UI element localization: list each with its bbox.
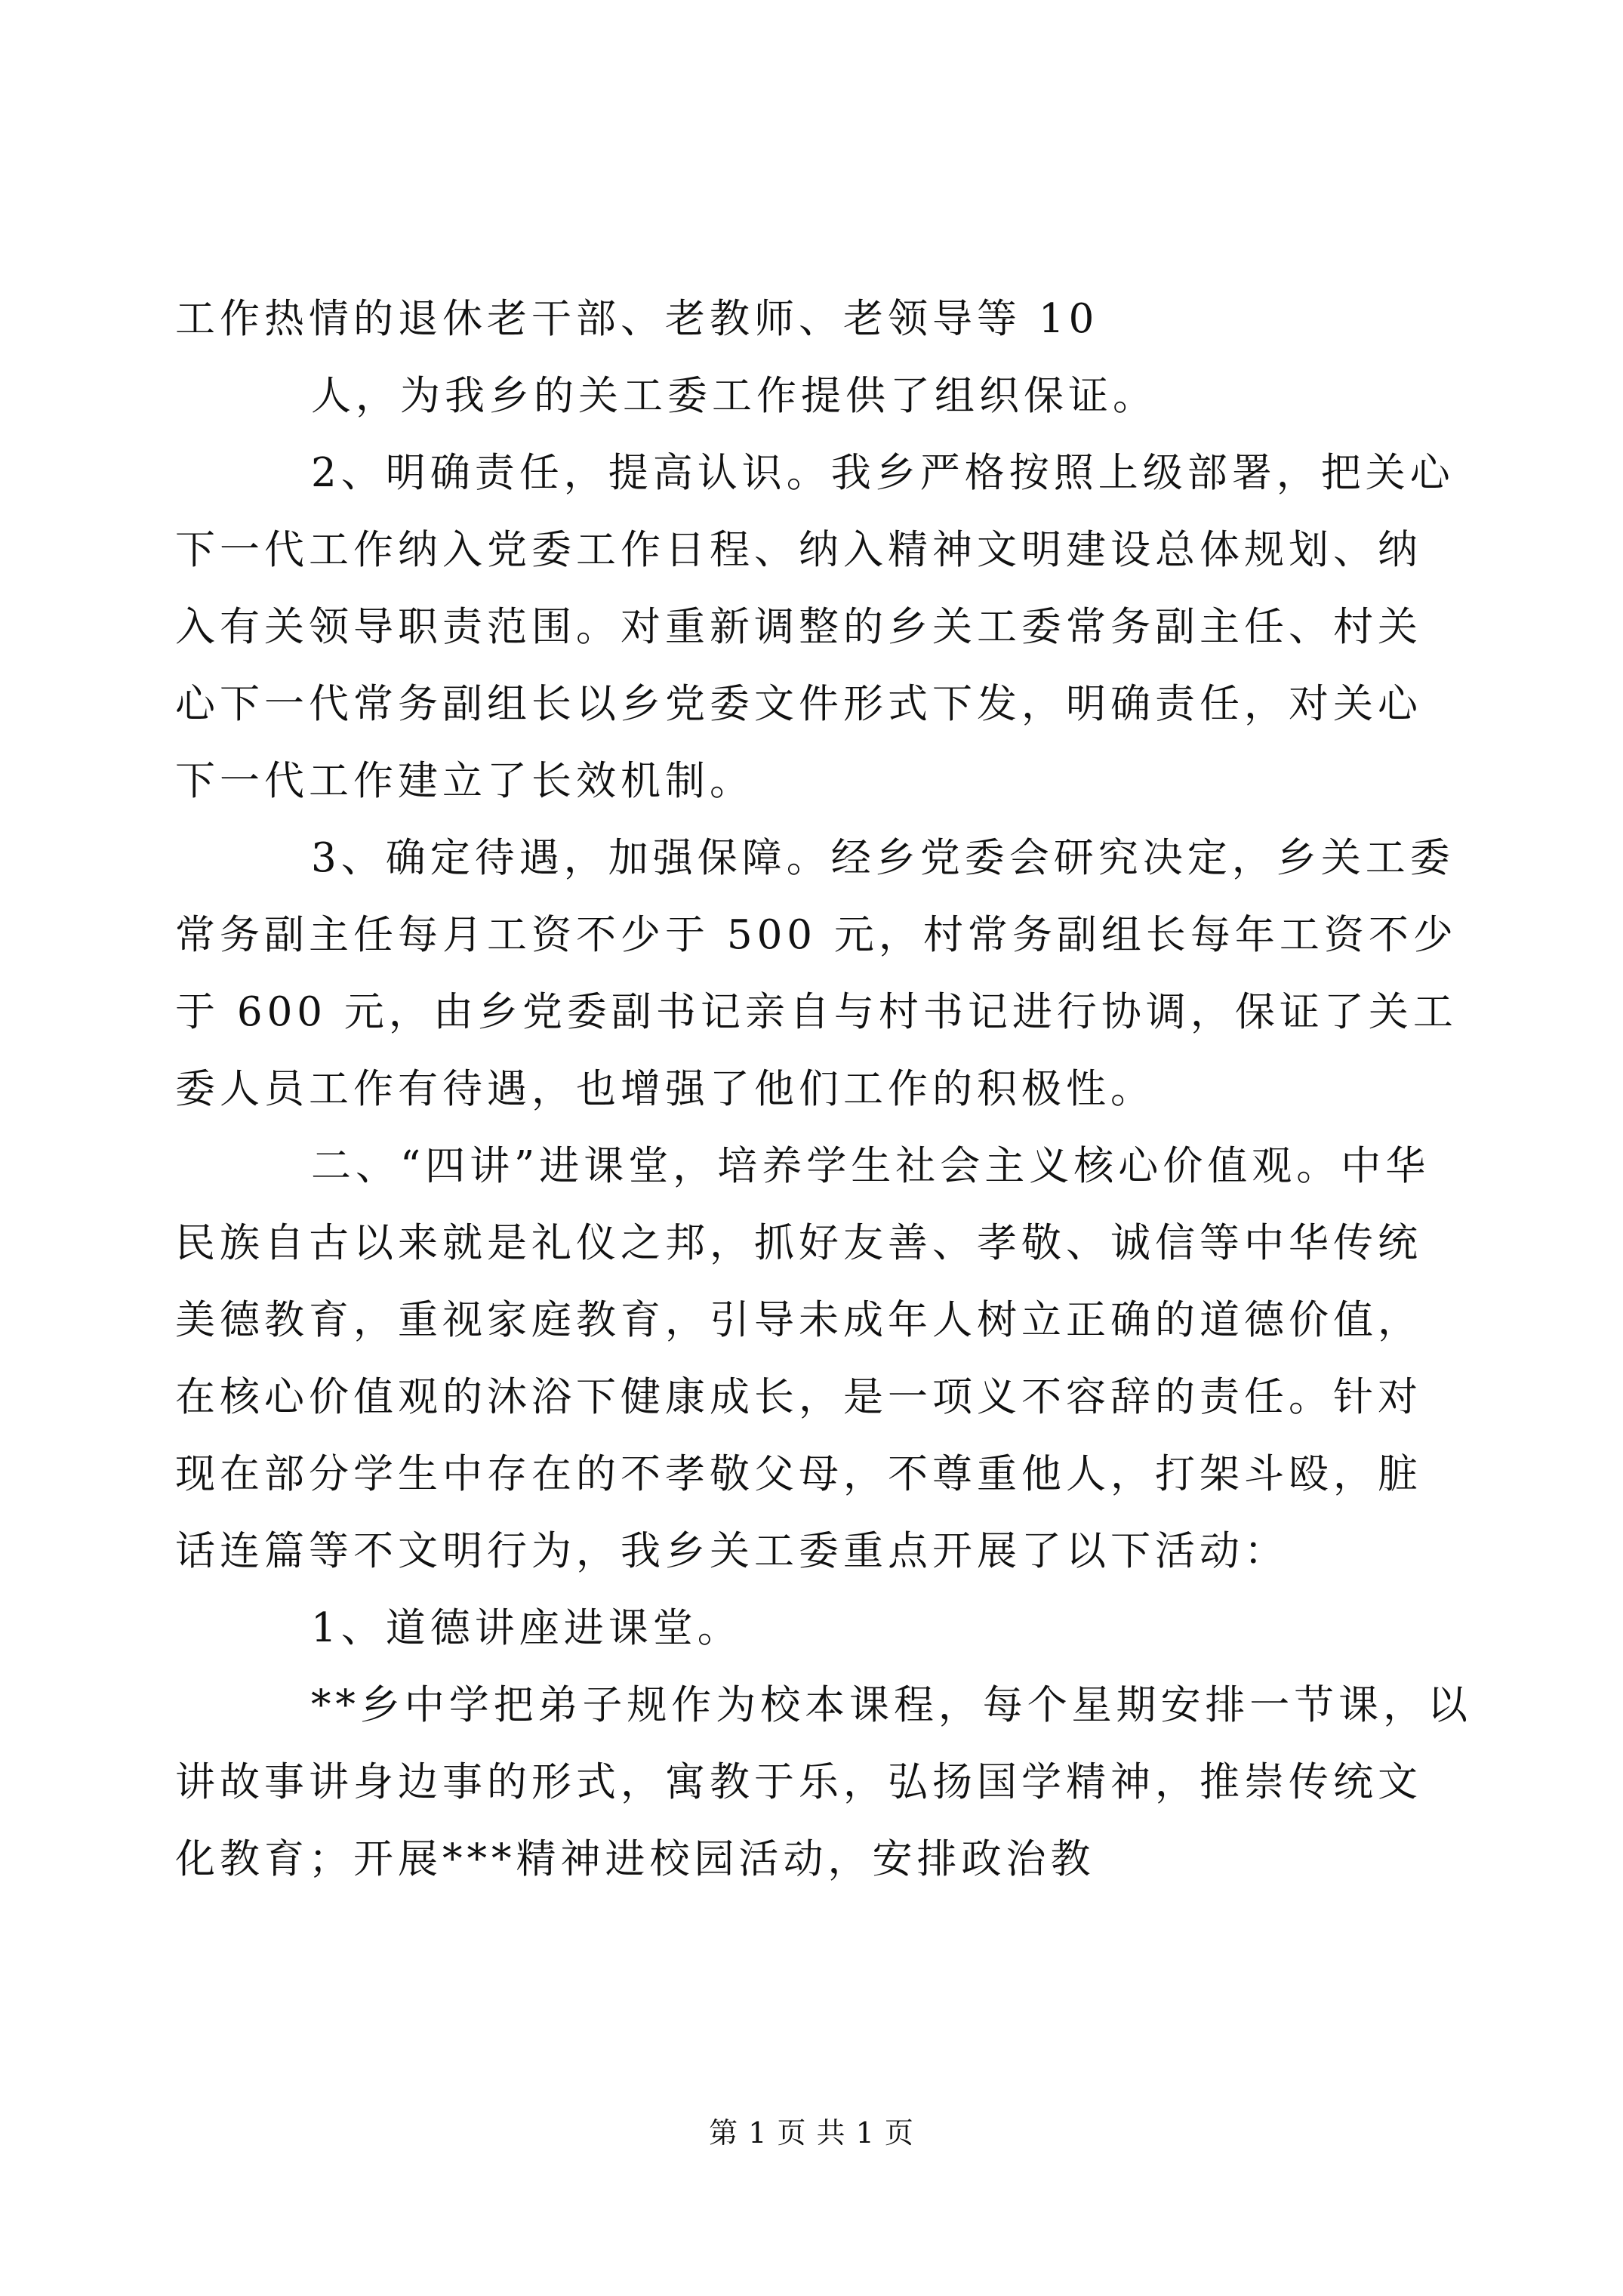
text-line: 人，为我乡的关工委工作提供了组织保证。	[311, 373, 1157, 419]
text-line: 3、确定待遇，加强保障。经乡党委会研究决定，乡关工委	[311, 835, 1455, 881]
text-line: 于 600 元，由乡党委副书记亲自与村书记进行协调，保证了关工	[175, 989, 1458, 1035]
text-line: 委人员工作有待遇，也增强了他们工作的积极性。	[175, 1066, 1155, 1112]
page-footer: 第 1 页 共 1 页	[709, 2116, 914, 2150]
text-line: 美德教育，重视家庭教育，引导未成年人树立正确的道德价值，	[175, 1297, 1422, 1343]
text-line: 民族自古以来就是礼仪之邦，抓好友善、孝敬、诚信等中华传统	[175, 1220, 1422, 1266]
text-line: 2、明确责任，提高认识。我乡严格按照上级部署，把关心	[311, 450, 1455, 496]
text-line: 工作热情的退休老干部、老教师、老领导等 10	[175, 296, 1099, 342]
text-line: 话连篇等不文明行为，我乡关工委重点开展了以下活动：	[175, 1528, 1289, 1574]
text-line: 下一代工作纳入党委工作日程、纳入精神文明建设总体规划、纳	[175, 527, 1422, 573]
text-line: **乡中学把弟子规作为校本课程，每个星期安排一节课，以	[311, 1682, 1472, 1728]
text-line: 心下一代常务副组长以乡党委文件形式下发，明确责任，对关心	[175, 681, 1422, 727]
text-line: 1、道德讲座进课堂。	[311, 1605, 742, 1651]
text-line: 入有关领导职责范围。对重新调整的乡关工委常务副主任、村关	[175, 604, 1422, 650]
text-line: 下一代工作建立了长效机制。	[175, 758, 754, 804]
text-line: 化教育；开展***精神进校园活动，安排政治教	[175, 1836, 1095, 1882]
text-line: 常务副主任每月工资不少于 500 元，村常务副组长每年工资不少	[175, 912, 1458, 958]
text-line: 现在部分学生中存在的不孝敬父母，不尊重他人，打架斗殴，脏	[175, 1451, 1422, 1497]
text-line: 在核心价值观的沐浴下健康成长，是一项义不容辞的责任。针对	[175, 1374, 1422, 1420]
text-line: 讲故事讲身边事的形式，寓教于乐，弘扬国学精神，推崇传统文	[175, 1759, 1422, 1805]
text-line: 二、“四讲”进课堂，培养学生社会主义核心价值观。中华	[311, 1143, 1431, 1189]
